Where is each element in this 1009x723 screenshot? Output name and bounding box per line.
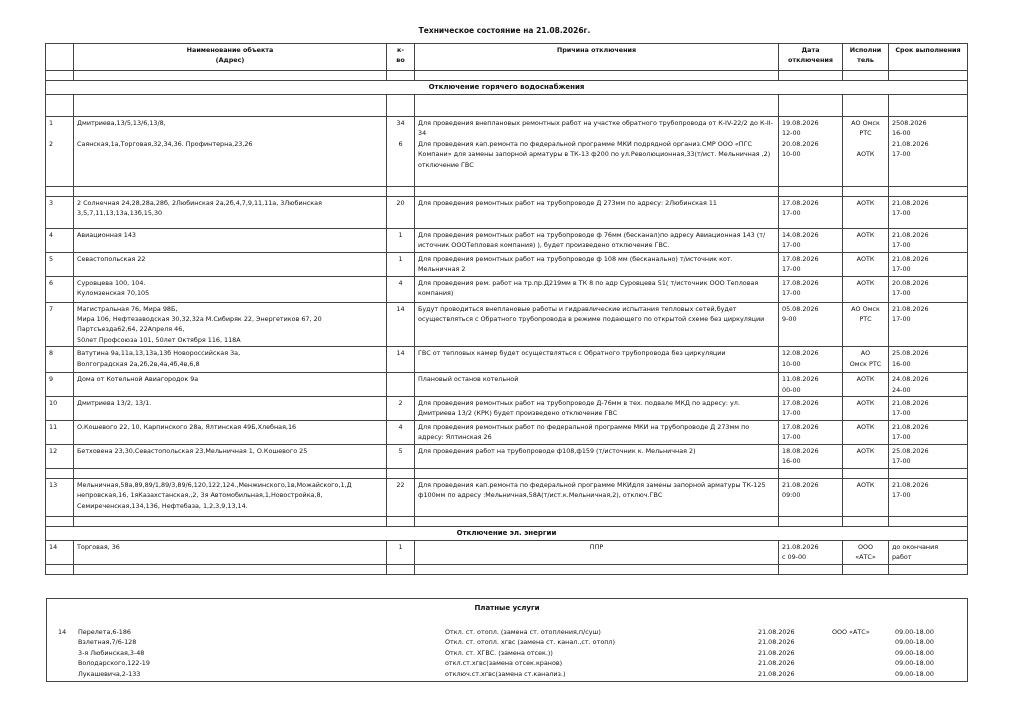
cell-name: О.Кошевого 22, 10, Карпинского 28а, Ялтинская 49Б,Хлебная,16 <box>74 421 387 445</box>
col-header-reason: Причина отключения <box>415 44 779 71</box>
cell-num: 12 <box>46 444 74 468</box>
cell-deadline: 21.08.2026 17-00 <box>889 397 968 421</box>
cell-date: 17.08.2026 17-00 <box>779 397 843 421</box>
paid-times: 09.00-18.00 09.00-18.00 09.00-18.00 09.00-18.00 09.00-18.00 <box>895 628 934 678</box>
cell-name: Дома от Котельной Авиагородок 9а <box>74 373 387 397</box>
cell-reason: Для проведения ремонтных работ на трубопроводе Д 273мм по адресу: 2Любинская 11 <box>415 197 779 229</box>
table-row <box>46 397 968 421</box>
table-row <box>46 197 968 229</box>
gap-row <box>46 516 968 526</box>
gap-row <box>46 71 968 81</box>
cell-reason: Плановый останов котельной <box>415 373 779 397</box>
cell-date: 17.08.2026 17-00 <box>779 252 843 276</box>
cell-name: Магистральная 76, Мира 98Б, Мира 106, Нефтезаводская 30,32,32а М.Сибиряк 22, Энергетиков 67, 20 Партсъезда62,64, 22Апреля 46, 50лет Профсоюза 101, 50лет Октября 116, 118А <box>74 302 387 347</box>
cell-date: 17.08.2026 17-00 <box>779 197 843 229</box>
cell-num: 10 <box>46 397 74 421</box>
cell-deadline: 21.08.2026 17-00 <box>889 302 968 347</box>
cell-qty: 20 <box>387 197 415 229</box>
paid-reasons: Откл. ст. отопл. (замена ст. отопления,п/суш) Откл. ст. отопл. хгвс (замена ст. канал.,ст. отопл) Откл. ст. ХГВС. (замена отсек.)) откл.ст.хгвс(замена отсек.кранов) отключ.ст.хгвс(замена ст.канализ.) <box>445 628 615 678</box>
cell-qty: 2 <box>387 397 415 421</box>
cell-num: 3 <box>46 197 74 229</box>
cell-date: 21.08.2026 с 09-00 <box>779 540 843 564</box>
cell-exec: АОТК <box>843 397 889 421</box>
cell-date: 14.08.2026 17-00 <box>779 229 843 253</box>
gap-row <box>46 187 968 197</box>
cell-deadline: 20.08.2026 17-00 <box>889 276 968 302</box>
outage-table <box>45 43 968 575</box>
table-row <box>46 421 968 445</box>
cell-date: 17.08.2026 17-00 <box>779 276 843 302</box>
paid-services <box>46 598 968 682</box>
cell-exec: АОТК <box>843 478 889 516</box>
cell-num: 11 <box>46 421 74 445</box>
table-row <box>46 373 968 397</box>
cell-exec: АО Омск РТС <box>843 302 889 347</box>
cell-date: 12.08.2026 10-00 <box>779 347 843 373</box>
cell-exec: АОТК <box>843 373 889 397</box>
cell-num: 5 <box>46 252 74 276</box>
paid-dates: 21.08.2026 21.08.2026 21.08.2026 21.08.2026 21.08.2026 <box>758 628 795 678</box>
cell-reason: Для проведения внеплановых ремонтных работ на участке обратного трубопровода от К-IV-22/2 до К-II-34 Для проведения кап.ремонта по федеральной программе МКИ подрядной организ.СМР ООО «ПГС Компани» для замены запорной арматуры в ТК-13 ф200 по ул.Революционная,33(т/ист. Мельничная ,2) отключение ГВС <box>415 117 779 187</box>
cell-exec: АОТК <box>843 421 889 445</box>
cell-deadline: 21.08.2026 17-00 <box>889 478 968 516</box>
cell-name: 2 Солнечная 24,28,28а,28б, 2Любинская 2а,2б,4,7,9,11,11а, 3Любинская 3,5,7,11,13,13а,13б,15,30 <box>74 197 387 229</box>
cell-qty: 22 <box>387 478 415 516</box>
cell-date: 17.08.2026 17-00 <box>779 421 843 445</box>
cell-exec: ООО «АТС» <box>843 540 889 564</box>
cell-reason: Для проведения рем. работ на тр.пр.Д219мм в ТК 8 по адр Суровцева 51( т/источник ООО Тепловая компания) <box>415 276 779 302</box>
cell-date: 11.08.2026 00-00 <box>779 373 843 397</box>
cell-qty: 14 <box>387 347 415 373</box>
table-row <box>46 276 968 302</box>
cell-name: Суровцева 100, 104. Куломзенская 70,105 <box>74 276 387 302</box>
col-header-name: Наименование объекта (Адрес) <box>74 44 387 71</box>
table-row <box>46 540 968 564</box>
col-header-date: Дата отключения <box>779 44 843 71</box>
cell-qty: 14 <box>387 302 415 347</box>
col-header-qty: к- во <box>387 44 415 71</box>
cell-exec: АОТК <box>843 276 889 302</box>
cell-date: 21.08.2026 09:00 <box>779 478 843 516</box>
cell-deadline: 24.08.2026 24-00 <box>889 373 968 397</box>
gap-row <box>46 468 968 478</box>
table-row <box>46 252 968 276</box>
table-row <box>46 117 968 187</box>
section-power <box>46 526 968 540</box>
cell-num: 7 <box>46 302 74 347</box>
cell-reason: ППР <box>415 540 779 564</box>
cell-reason: Для проведения ремонтных работ на трубопроводе Д-76мм в тех. подвале МКД по адресу: ул. Дмитриева 13/2 (КРК) будет произведено отключение ГВС <box>415 397 779 421</box>
col-header-deadline: Срок выполнения <box>889 44 968 71</box>
cell-num: 8 <box>46 347 74 373</box>
cell-deadline: 21.08.2026 17-00 <box>889 197 968 229</box>
gap-row <box>46 564 968 574</box>
cell-reason: Для проведения кап.ремонта по федеральной программе МКИдля замены запорной арматуры ТК-125 ф100мм по адресу :Мельничная,58А(т/ист.к.Мельничная,2), отключ.ГВС <box>415 478 779 516</box>
cell-name: Мельничная,58а,89,89/1,89/3,89/6,120,122,124.,Менжинского,1в,Можайского,1,Д непровская,16, 1яКазахстанская,,2, 3я Автомобильная,1,Новостройка,8, Семиреченская,134,136, Нефтебаза, 1,2,3,9,13,14. <box>74 478 387 516</box>
col-header-num <box>46 44 74 71</box>
cell-deadline: 25.08.2026 17-00 <box>889 444 968 468</box>
section-title: Отключение эл. энергии <box>46 526 968 540</box>
cell-num: 6 <box>46 276 74 302</box>
cell-qty: 4 <box>387 421 415 445</box>
cell-exec: АОТК <box>843 444 889 468</box>
table-row <box>46 444 968 468</box>
paid-addresses: Перелета,6-186 Взлетная,7/6-128 3-я Любинская,3-48 Володарского,122-19 Лукашевича,2-133 <box>78 628 150 678</box>
cell-num: 14 <box>46 540 74 564</box>
cell-qty: 1 <box>387 252 415 276</box>
paid-title: Платные услуги <box>474 604 540 612</box>
cell-exec: АОТК <box>843 252 889 276</box>
cell-name: Бетховена 23,30,Севастопольская 23,Мельничная 1, О.Кошевого 25 <box>74 444 387 468</box>
cell-qty: 1 <box>387 540 415 564</box>
gap-row <box>46 95 968 117</box>
power-rows <box>46 540 968 564</box>
cell-date: 19.08.2026 12-00 20.08.2026 10-00 <box>779 117 843 187</box>
paid-executor: ООО «АТС» <box>832 628 870 636</box>
table-row <box>46 229 968 253</box>
cell-qty: 5 <box>387 444 415 468</box>
cell-name: Торговая, 36 <box>74 540 387 564</box>
cell-qty: 34 6 <box>387 117 415 187</box>
table-row <box>46 347 968 373</box>
section-hot-water <box>46 81 968 95</box>
section-title: Отключение горячего водоснабжения <box>46 81 968 95</box>
cell-deadline: 21.08.2026 17-00 <box>889 421 968 445</box>
cell-name: Севастопольская 22 <box>74 252 387 276</box>
cell-name: Дмитриева,13/5,13/6,13/8, Саянская,1а,Торговая,32,34,36. Профинтерна,23,26 <box>74 117 387 187</box>
cell-num: 9 <box>46 373 74 397</box>
page-title: Техническое состояние на 21.08.2026г. <box>418 26 591 35</box>
table-row <box>46 302 968 347</box>
cell-reason: Будут проводиться внеплановые работы и гидравлические испытания тепловых сетей,будет осуществляться с Обратного трубопровода в режиме подающего по открытой схеме без циркуляции <box>415 302 779 347</box>
cell-num: 13 <box>46 478 74 516</box>
cell-name: Авиационная 143 <box>74 229 387 253</box>
cell-exec: АОТК <box>843 229 889 253</box>
cell-num: 4 <box>46 229 74 253</box>
table-row <box>46 478 968 516</box>
cell-deadline: до окончания работ <box>889 540 968 564</box>
cell-qty <box>387 373 415 397</box>
cell-exec: АОТК <box>843 197 889 229</box>
col-header-executor: Исполни тель <box>843 44 889 71</box>
cell-date: 18.08.2026 16-00 <box>779 444 843 468</box>
cell-reason: ГВС от тепловых камер будет осуществляться с Обратного трубопровода без циркуляции <box>415 347 779 373</box>
cell-reason: Для проведения ремонтных работ на трубопроводе ф 76мм (бесканал)по адресу Авиационная 143 (т/источник ОООТепловая компания) ), будет произведено отключение ГВС. <box>415 229 779 253</box>
header-row <box>46 44 968 71</box>
cell-deadline: 21.08.2026 17-00 <box>889 229 968 253</box>
cell-date: 05.08.2026 9-00 <box>779 302 843 347</box>
cell-name: Дмитриева 13/2, 13/1. <box>74 397 387 421</box>
cell-reason: Для проведения ремонтных работ на трубопроводе ф 108 мм (бесканально) т/источник кот. Мельничная 2 <box>415 252 779 276</box>
cell-exec: АО Омск РТС <box>843 347 889 373</box>
cell-exec: АО Омск РТС АОТК <box>843 117 889 187</box>
cell-deadline: 2508.2026 16-00 21.08.2026 17-00 <box>889 117 968 187</box>
cell-deadline: 25.08.2026 16-00 <box>889 347 968 373</box>
cell-reason: Для проведения работ на трубопроводе ф108,ф159 (т/источник к. Мельничная 2) <box>415 444 779 468</box>
cell-qty: 4 <box>387 276 415 302</box>
paid-num: 14 <box>58 628 67 636</box>
cell-deadline: 21.08.2026 17-00 <box>889 252 968 276</box>
cell-reason: Для проведения ремонтных работ по федеральной программе МКИ на трубопроводе Д 273мм по адресу: Ялтинская 26 <box>415 421 779 445</box>
cell-name: Ватутина 9а,11а,13,13а,13б Новороссийская 3а, Волгоградская 2а,2б,2в,4а,4б,4в,6,8 <box>74 347 387 373</box>
cell-qty: 1 <box>387 229 415 253</box>
cell-num: 1 2 <box>46 117 74 187</box>
hot-water-rows <box>46 117 968 517</box>
